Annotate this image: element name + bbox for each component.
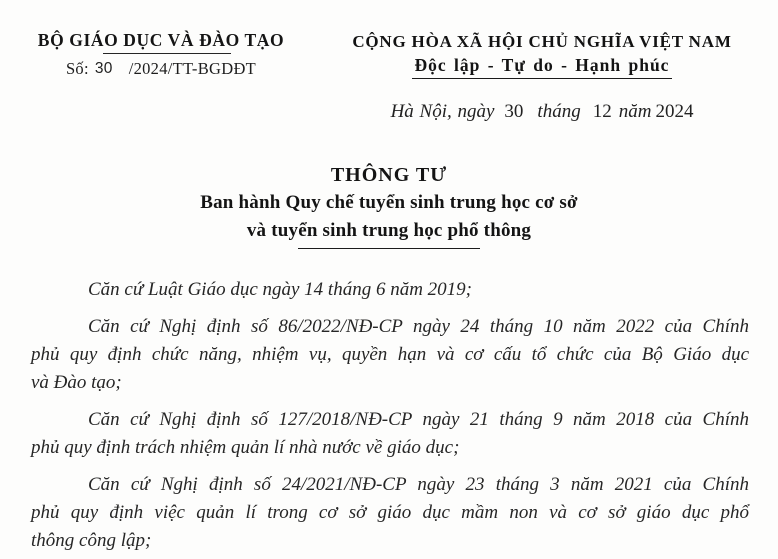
title-line-1: Ban hành Quy chế tuyển sinh trung học cơ sở <box>200 192 578 213</box>
dateline-day: 30 <box>504 101 524 122</box>
paragraph <box>31 471 749 555</box>
document-number-label: Số: <box>65 59 89 78</box>
paragraph <box>31 313 749 397</box>
national-motto: Độc lập - Tự do - Hạnh phúc <box>412 54 673 79</box>
body-line: Căn cứ Nghị định số 127/2018/NĐ-CP ngày 21 tháng 9 năm 2018 của Chính <box>88 409 749 430</box>
body-line: phủ quy định trách nhiệm quản lí nhà nước về giáo dục; <box>31 437 460 458</box>
issuer-underline <box>103 53 231 54</box>
body-line: phủ quy định việc quản lí trong cơ sở giáo dục mầm non và cơ sở giáo dục phổ <box>31 502 749 523</box>
body-paragraphs <box>31 276 749 559</box>
title-underline <box>298 248 480 249</box>
body-line: Căn cứ Nghị định số 86/2022/NĐ-CP ngày 24 tháng 10 năm 2022 của Chính <box>88 316 749 337</box>
body-line: Căn cứ Nghị định số 24/2021/NĐ-CP ngày 23 tháng 3 năm 2021 của Chính <box>88 474 749 495</box>
body-line: và Đào tạo; <box>31 372 122 393</box>
document-number-value: 30 <box>94 59 113 77</box>
paragraph <box>31 276 749 304</box>
document-number <box>0 59 322 79</box>
national-header <box>346 32 738 79</box>
issuer-name: BỘ GIÁO DỤC VÀ ĐÀO TẠO <box>37 30 285 50</box>
body-line: thông công lập; <box>31 530 152 551</box>
title-line-2: và tuyển sinh trung học phổ thông <box>246 220 532 241</box>
dateline-month-word: tháng <box>537 101 581 122</box>
body-line: phủ quy định chức năng, nhiệm vụ, quyền hạn và cơ cấu tổ chức của Bộ Giáo dục <box>31 344 749 365</box>
dateline-year-word: năm <box>618 101 652 122</box>
dateline <box>346 101 738 123</box>
document-type-title: THÔNG TƯ <box>330 164 448 186</box>
paragraph <box>31 406 749 462</box>
body-line: Căn cứ Luật Giáo dục ngày 14 tháng 6 năm 2019; <box>88 279 473 300</box>
dateline-year: 2024 <box>655 101 694 122</box>
title-block <box>0 161 778 249</box>
dateline-month: 12 <box>592 101 612 122</box>
dateline-place: Hà Nội, ngày <box>390 101 495 122</box>
issuer-header <box>0 30 322 79</box>
document-number-suffix: /2024/TT-BGDĐT <box>128 59 257 78</box>
national-title: CỘNG HÒA XÃ HỘI CHỦ NGHĨA VIỆT NAM <box>352 32 732 51</box>
